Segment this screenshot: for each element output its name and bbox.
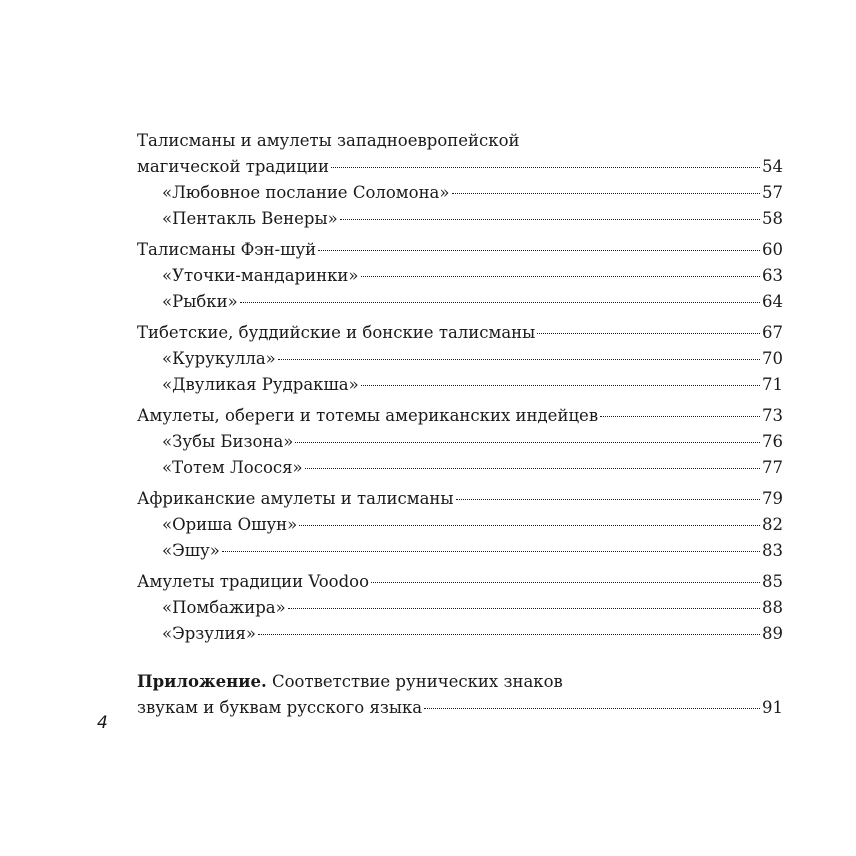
dot-leader bbox=[258, 633, 760, 635]
toc-section bbox=[137, 320, 783, 398]
toc-subentry[interactable] bbox=[137, 289, 783, 315]
toc-entry-title: магической традиции bbox=[137, 157, 330, 176]
toc-subentry-label: «Эрзулия» bbox=[162, 624, 256, 643]
toc-page-number: 73 bbox=[762, 406, 783, 425]
toc-page-number: 89 bbox=[762, 624, 783, 643]
toc-section bbox=[137, 128, 783, 232]
dot-leader bbox=[371, 581, 760, 583]
dot-leader bbox=[361, 384, 760, 386]
dot-leader bbox=[299, 524, 760, 526]
toc-page-number: 67 bbox=[762, 323, 783, 342]
toc-page-number: 83 bbox=[762, 541, 783, 560]
table-of-contents bbox=[137, 128, 783, 726]
dot-leader bbox=[295, 441, 760, 443]
toc-appendix-title bbox=[137, 669, 783, 695]
toc-subentry[interactable] bbox=[137, 346, 783, 372]
toc-subentry-label: «Зубы Бизона» bbox=[162, 432, 294, 451]
toc-page-number: 60 bbox=[762, 240, 783, 259]
toc-entry-title: Тибетские, буддийские и бонские талисманы bbox=[137, 323, 536, 342]
toc-section bbox=[137, 403, 783, 481]
toc-subentry[interactable] bbox=[137, 429, 783, 455]
appendix-label: Приложение. bbox=[137, 672, 267, 691]
dot-leader bbox=[278, 358, 760, 360]
dot-leader bbox=[318, 249, 760, 251]
toc-subentry[interactable] bbox=[137, 180, 783, 206]
toc-subentry-label: «Тотем Лосося» bbox=[162, 458, 303, 477]
appendix-text: звукам и буквам русского языка bbox=[137, 698, 423, 717]
toc-page-number: 82 bbox=[762, 515, 783, 534]
toc-page-number: 58 bbox=[762, 209, 783, 228]
dot-leader bbox=[424, 707, 760, 709]
toc-subentry[interactable] bbox=[137, 538, 783, 564]
toc-subentry[interactable] bbox=[137, 595, 783, 621]
toc-entry[interactable] bbox=[137, 320, 783, 346]
dot-leader bbox=[340, 218, 760, 220]
dot-leader bbox=[288, 607, 760, 609]
toc-page-number: 57 bbox=[762, 183, 783, 202]
toc-entry[interactable] bbox=[137, 695, 783, 721]
toc-entry[interactable] bbox=[137, 237, 783, 263]
toc-entry-title: Амулеты, обереги и тотемы американских индейцев bbox=[137, 406, 599, 425]
toc-page-number: 85 bbox=[762, 572, 783, 591]
spacer bbox=[137, 652, 783, 669]
toc-entry-title: Талисманы и амулеты западноевропейской bbox=[137, 131, 520, 150]
toc-entry[interactable] bbox=[137, 569, 783, 595]
toc-page-number: 91 bbox=[762, 698, 783, 717]
dot-leader bbox=[305, 467, 760, 469]
toc-page-number: 70 bbox=[762, 349, 783, 368]
toc-subentry-label: «Эшу» bbox=[162, 541, 220, 560]
toc-subentry-label: «Помбажира» bbox=[162, 598, 286, 617]
dot-leader bbox=[537, 332, 760, 334]
toc-entry-title: Талисманы Фэн-шуй bbox=[137, 240, 317, 259]
toc-subentry-label: «Уточки-мандаринки» bbox=[162, 266, 359, 285]
toc-subentry[interactable] bbox=[137, 455, 783, 481]
toc-subentry-label: «Двуликая Рудракша» bbox=[162, 375, 359, 394]
toc-page-number: 88 bbox=[762, 598, 783, 617]
toc-page-number: 79 bbox=[762, 489, 783, 508]
dot-leader bbox=[222, 550, 760, 552]
toc-subentry-label: «Пентакль Венеры» bbox=[162, 209, 338, 228]
toc-entry[interactable] bbox=[137, 403, 783, 429]
toc-page-number: 76 bbox=[762, 432, 783, 451]
dot-leader bbox=[456, 498, 760, 500]
toc-page-number: 77 bbox=[762, 458, 783, 477]
toc-page-number: 71 bbox=[762, 375, 783, 394]
toc-appendix bbox=[137, 669, 783, 721]
dot-leader bbox=[331, 166, 760, 168]
toc-subentry[interactable] bbox=[137, 263, 783, 289]
toc-entry[interactable] bbox=[137, 486, 783, 512]
dot-leader bbox=[452, 192, 761, 194]
toc-page-number: 64 bbox=[762, 292, 783, 311]
toc-subentry[interactable] bbox=[137, 621, 783, 647]
toc-section bbox=[137, 486, 783, 564]
toc-subentry-label: «Любовное послание Соломона» bbox=[162, 183, 450, 202]
toc-section bbox=[137, 237, 783, 315]
toc-subentry-label: «Курукулла» bbox=[162, 349, 276, 368]
dot-leader bbox=[240, 301, 760, 303]
toc-subentry[interactable] bbox=[137, 512, 783, 538]
toc-section bbox=[137, 569, 783, 647]
toc-subentry[interactable] bbox=[137, 372, 783, 398]
toc-page-number: 63 bbox=[762, 266, 783, 285]
appendix-text: Соответствие рунических знаков bbox=[271, 672, 563, 691]
toc-subentry-label: «Рыбки» bbox=[162, 292, 238, 311]
toc-page-number: 54 bbox=[762, 157, 783, 176]
toc-entry[interactable] bbox=[137, 154, 783, 180]
dot-leader bbox=[600, 415, 760, 417]
toc-entry-title: Африканские амулеты и талисманы bbox=[137, 489, 454, 508]
dot-leader bbox=[361, 275, 760, 277]
toc-entry-title: Амулеты традиции Voodoo bbox=[137, 572, 370, 591]
toc-subentry-label: «Ориша Ошун» bbox=[162, 515, 298, 534]
toc-subentry[interactable] bbox=[137, 206, 783, 232]
page-folio-number: 4 bbox=[97, 713, 108, 733]
